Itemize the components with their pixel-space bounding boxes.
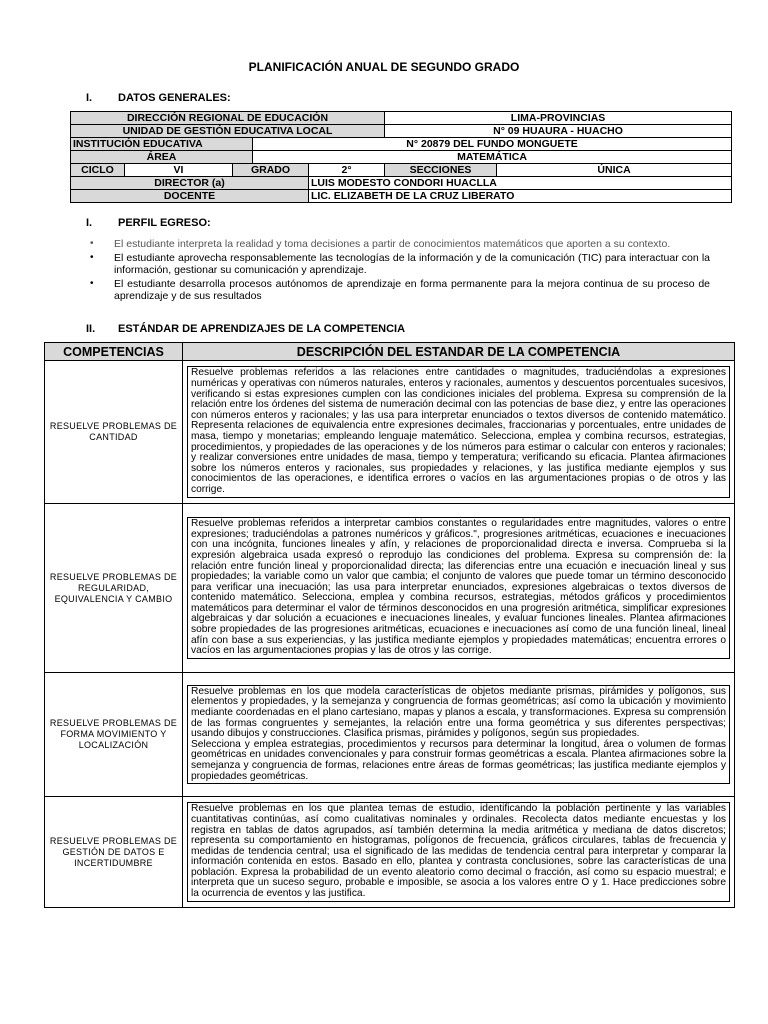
competency-name: RESUELVE PROBLEMAS DE GESTIÓN DE DATOS E INCERTIDUMBRE (45, 797, 183, 908)
perfil-list (90, 238, 710, 304)
row-ciclo (71, 164, 732, 177)
label-cell: INSTITUCIÓN EDUCATIVA (71, 138, 253, 151)
value-cell: LUIS MODESTO CONDORI HUACLLA (309, 177, 732, 190)
label-cell: DOCENTE (71, 190, 309, 203)
competency-description: Resuelve problemas referidos a interpretar cambios constantes o regularidades entre magnitudes, valores o entre expresiones; traduciéndolas a patrones numéricos y gráficos.", progresiones aritméticas, ecuaciones e inecuaciones con una incógnita, funciones lineales y afín, y relaciones de proporcionalidad directa e inversa. Comprueba si la expresión algebraica usada expresó o reprodujo las condiciones del problema. Expresa su comprensión de: la relación entre función lineal y proporcionalidad directa; las diferencias entre una ecuación e inecuación lineal y sus propiedades; la variable como un valor que cambia; el conjunto de valores que puede tomar un término desconocido para verificar una inecuación; las usa para interpretar enunciados, expresiones algebraicas o textos diversos de contenido matemático. Selecciona, emplea y combina recursos, estrategias, métodos gráficos y procedimientos matemáticos para determinar el valor de términos desconocidos en una progresión aritmética, simplificar expresiones algebraicas y dar solución a ecuaciones e inecuaciones lineales, y evaluar funciones lineales. Plantea afirmaciones sobre propiedades de las progresiones aritméticas, ecuaciones e inecuaciones así como de una función lineal, lineal afín con base a sus experiencias, y las justifica mediante ejemplos y propiedades matemáticas; encuentra errores o vacíos en las argumentaciones propias y las de otros y las corrige. (187, 517, 730, 659)
label-cell: GRADO (233, 164, 309, 177)
table-row (45, 797, 735, 908)
row-area (71, 151, 732, 164)
value-cell: ÚNICA (497, 164, 732, 177)
section-estandar (86, 323, 405, 335)
competency-description: Resuelve problemas referidos a las relaciones entre cantidades o magnitudes, traduciéndolas a expresiones numéricas y operativas con números naturales, enteros y racionales, aumentos y descuentos porcentuales sucesivos, verificando si estas expresiones cumplen con las condiciones iniciales del problema. Expresa su comprensión de la relación entre los órdenes del sistema de numeración decimal con las potencias de base diez, y entre las operaciones con números enteros y racionales; y las usa para interpretar enunciados o textos diversos de contenido matemático. Representa relaciones de equivalencia entre expresiones decimales, fraccionarias y porcentuales, entre unidades de masa, tiempo y monetarias; empleando lenguaje matemático. Selecciona, emplea y combina recursos, estrategias, procedimientos, y propiedades de las operaciones y de los números para estimar o calcular con enteros y racionales; y realizar conversiones entre unidades de masa, tiempo y temperatura; verificando su eficacia. Plantea afirmaciones sobre los números enteros y racionales, sus propiedades y relaciones, y las justifica mediante ejemplos y sus conocimientos de las operaciones, e identifica errores o vacíos en las argumentaciones propias o de otros y las corrige. (187, 366, 730, 497)
label-cell: UNIDAD DE GESTIÓN EDUCATIVA LOCAL (71, 125, 385, 138)
section-number: II. (86, 323, 96, 335)
list-item: • El estudiante desarrolla procesos autónomos de aprendizaje en forma permanente para la mejora continua de su proceso de aprendizaje y de sus resultados (90, 278, 710, 303)
section-datos-generales (86, 92, 231, 104)
value-cell: VI (125, 164, 233, 177)
value-cell: 2° (309, 164, 385, 177)
section-number: I. (86, 217, 93, 229)
competencies-table (44, 342, 735, 908)
row-docente (71, 190, 732, 203)
value-cell: LIMA-PROVINCIAS (385, 112, 732, 125)
row-ugel (71, 125, 732, 138)
value-cell: LIC. ELIZABETH DE LA CRUZ LIBERATO (309, 190, 732, 203)
section-perfil-egreso (86, 217, 211, 229)
label-cell: CICLO (71, 164, 125, 177)
table-row (45, 504, 735, 673)
label-cell: SECCIONES (385, 164, 497, 177)
label-cell: DIRECCIÓN REGIONAL DE EDUCACIÓN (71, 112, 385, 125)
competency-name: RESUELVE PROBLEMAS DE FORMA MOVIMIENTO Y LOCALIZACIÓN (45, 673, 183, 797)
value-cell: MATEMÁTICA (253, 151, 732, 164)
document-title: PLANIFICACIÓN ANUAL DE SEGUNDO GRADO (248, 60, 520, 74)
table-row (45, 361, 735, 504)
label-cell: DIRECTOR (a) (71, 177, 309, 190)
table-row (45, 673, 735, 797)
value-cell: N° 20879 DEL FUNDO MONGUETE (253, 138, 732, 151)
competency-name: RESUELVE PROBLEMAS DE CANTIDAD (45, 361, 183, 504)
column-header: DESCRIPCIÓN DEL ESTANDAR DE LA COMPETENCIA (183, 343, 735, 361)
row-ie (71, 138, 732, 151)
section-label: ESTÁNDAR DE APRENDIZAJES DE LA COMPETENCIA (118, 323, 406, 335)
section-label: DATOS GENERALES: (118, 92, 231, 104)
value-cell: N° 09 HUAURA - HUACHO (385, 125, 732, 138)
table-header-row (45, 343, 735, 361)
competency-description: Resuelve problemas en los que plantea temas de estudio, identificando la población pertinente y las variables cuantitativas continúas, así como cualitativas nominales y ordinales. Recolecta datos mediante encuestas y los registra en tablas de datos agrupados, así también determina la media aritmética y mediana de datos discretos; representa su comportamiento en histogramas, polígonos de frecuencia, gráficos circulares, tablas de frecuencia y medidas de tendencia central; usa el significado de las medidas de tendencia central para interpretar y comparar la información contenida en estos. Basado en ello, plantea y contrasta conclusiones, sobre las características de una población. Expresa la probabilidad de un evento aleatorio como decimal o fracción, así como su espacio muestral; e interpreta que un suceso seguro, probable e imposible, se asocia a los valores entre O y 1. Hace predicciones sobre la ocurrencia de eventos y las justifica. (187, 802, 730, 901)
list-item: • El estudiante interpreta la realidad y toma decisiones a partir de conocimientos matemáticos que aporten a su contexto. (90, 238, 710, 251)
general-data-table (70, 111, 732, 203)
section-label: PERFIL EGRESO: (118, 217, 211, 229)
competency-name: RESUELVE PROBLEMAS DE REGULARIDAD, EQUIVALENCIA Y CAMBIO (45, 504, 183, 673)
competency-description: Resuelve problemas en los que modela características de objetos mediante prismas, pirámides y polígonos, sus elementos y propiedades, y la semejanza y congruencia de formas geométricas; así como la ubicación y movimiento mediante coordenadas en el plano cartesiano, mapas y planos a escala, y transformaciones. Expresa su comprensión de las formas congruentes y semejantes, la relación entre una forma geométrica y sus diferentes perspectivas; usando dibujos y construcciones. Clasifica prismas, pirámides y polígonos, según sus propiedades. Selecciona y emplea estrategias, procedimientos y recursos para determinar la longitud, área o volumen de formas geométricas en unidades convencionales y para construir formas geométricas a escala. Plantea afirmaciones sobre la semejanza y congruencia de formas, relaciones entre áreas de formas geométricas; las justifica mediante ejemplos y propiedades geométricas. (187, 685, 730, 784)
list-item: • El estudiante aprovecha responsablemente las tecnologías de la información y de la comunicación (TIC) para interactuar con la información, gestionar su comunicación y aprendizaje. (90, 252, 710, 277)
column-header: COMPETENCIAS (45, 343, 183, 361)
row-dre (71, 112, 732, 125)
section-number: I. (86, 92, 93, 104)
label-cell: ÁREA (71, 151, 253, 164)
row-director (71, 177, 732, 190)
